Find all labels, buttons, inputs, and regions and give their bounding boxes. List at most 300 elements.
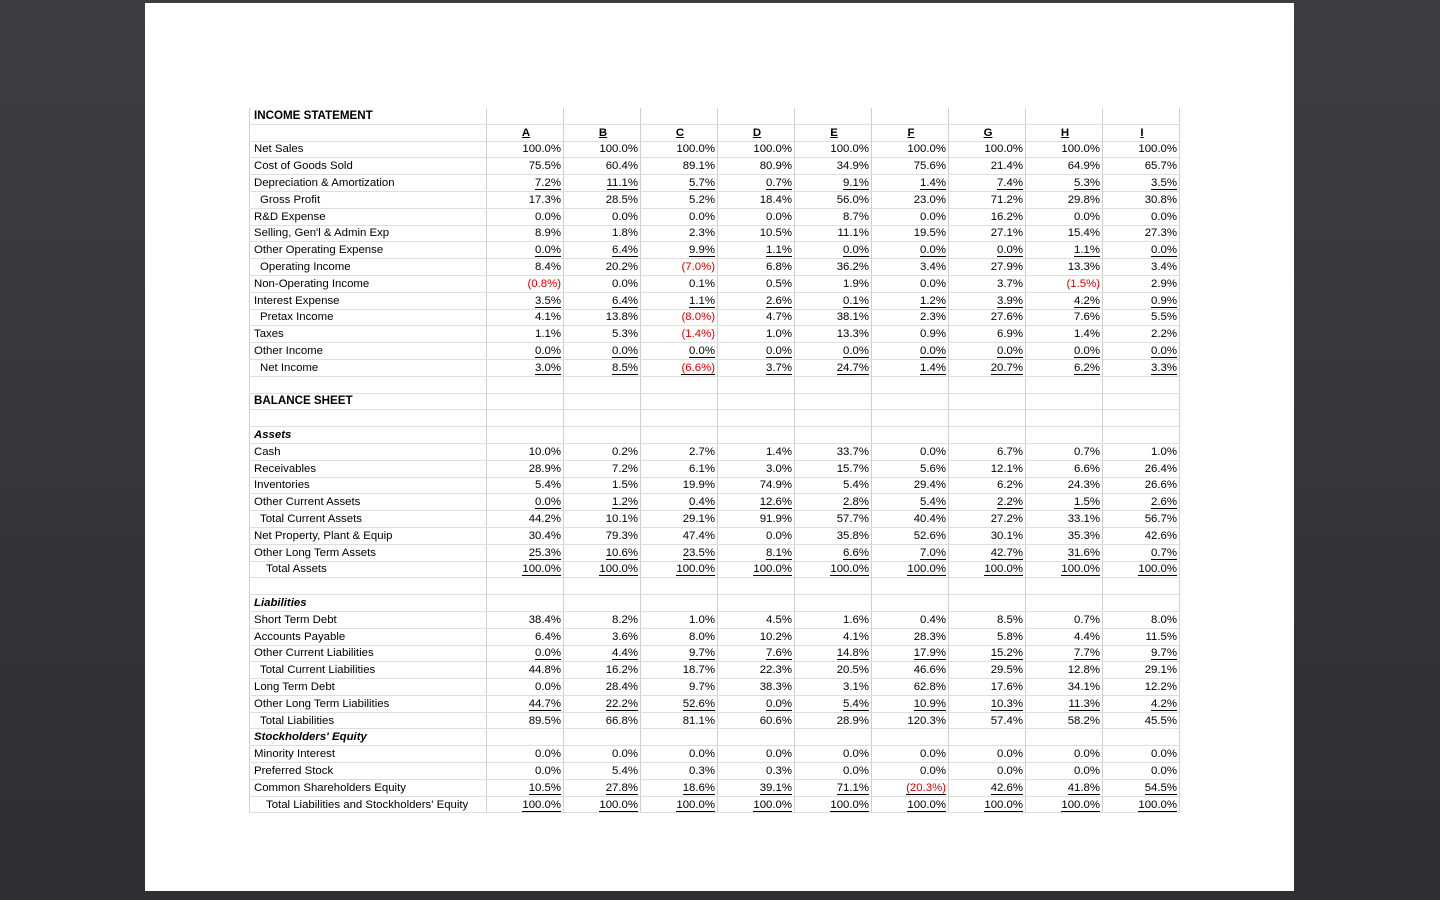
value-cell (487, 527, 564, 544)
empty-cell (1103, 393, 1180, 410)
empty-cell (872, 729, 949, 746)
spacer-cell (718, 376, 795, 393)
value-cell (949, 242, 1026, 259)
column-header-d (718, 124, 795, 141)
value-cell (487, 662, 564, 679)
spacer-cell (250, 410, 487, 427)
empty-cell (641, 393, 718, 410)
value-cell (487, 511, 564, 528)
value: 0.0% (689, 748, 715, 761)
value-cell (1103, 544, 1180, 561)
value-cell (718, 292, 795, 309)
value: 25.3% (528, 546, 561, 559)
value: 14.8% (836, 647, 869, 660)
value-cell (487, 191, 564, 208)
value-cell (949, 561, 1026, 578)
value: 6.1% (689, 462, 715, 475)
value: 7.0% (920, 546, 946, 559)
empty-cell (564, 729, 641, 746)
value-cell (718, 225, 795, 242)
value-cell (487, 763, 564, 780)
spacer-cell (1026, 410, 1103, 427)
value-cell (641, 527, 718, 544)
value: 5.2% (689, 193, 715, 206)
value-cell (641, 225, 718, 242)
value: 45.5% (1144, 714, 1177, 727)
value: 2.2% (1151, 328, 1177, 341)
value-cell (564, 561, 641, 578)
value: 28.9% (528, 462, 561, 475)
value-cell (564, 511, 641, 528)
spacer-cell (1026, 376, 1103, 393)
value-cell (1026, 158, 1103, 175)
empty-cell (487, 427, 564, 444)
row-depreciation-amortization (250, 175, 1180, 192)
value: 44.2% (528, 513, 561, 526)
empty-cell (1026, 108, 1103, 124)
value-cell (487, 477, 564, 494)
value: 18.4% (759, 193, 792, 206)
value-cell (1026, 527, 1103, 544)
value-cell (564, 158, 641, 175)
value-cell (641, 628, 718, 645)
row-non-operating-income (250, 275, 1180, 292)
value-cell (872, 695, 949, 712)
value-cell (641, 779, 718, 796)
value: 30.8% (1144, 193, 1177, 206)
value: 2.6% (766, 294, 792, 307)
value: 26.4% (1144, 462, 1177, 475)
value: 0.7% (1074, 613, 1100, 626)
value-cell (641, 763, 718, 780)
value: 5.3% (1074, 177, 1100, 190)
value-cell (949, 712, 1026, 729)
value-cell (1103, 191, 1180, 208)
column-header-e (795, 124, 872, 141)
value: 100.0% (907, 563, 946, 577)
value-cell (872, 191, 949, 208)
value: 40.4% (913, 513, 946, 526)
value: 5.4% (612, 764, 638, 777)
value: 10.1% (605, 513, 638, 526)
value: 21.4% (990, 160, 1023, 173)
value: 91.9% (759, 513, 792, 526)
value: 0.0% (612, 210, 638, 223)
value: 16.2% (605, 664, 638, 677)
row-label: Total Assets (250, 561, 487, 578)
value-cell (641, 494, 718, 511)
value: 0.3% (689, 764, 715, 777)
value: 0.0% (920, 764, 946, 777)
value-cell (949, 343, 1026, 360)
empty-cell (795, 427, 872, 444)
row-label: Other Operating Expense (250, 242, 487, 259)
empty-cell (1103, 108, 1180, 124)
value: 4.2% (1074, 294, 1100, 307)
value: 8.9% (535, 227, 561, 240)
row-long-term-debt (250, 679, 1180, 696)
value: 1.0% (689, 613, 715, 626)
column-header-label: F (907, 126, 915, 139)
spacer-cell (949, 578, 1026, 595)
value-cell (641, 158, 718, 175)
value: 81.1% (682, 714, 715, 727)
value-cell (1026, 359, 1103, 376)
row-label: Depreciation & Amortization (250, 175, 487, 192)
value-cell (641, 679, 718, 696)
value: (0.8%) (527, 277, 561, 290)
value: 10.9% (913, 697, 946, 710)
value: 4.5% (766, 613, 792, 626)
value-cell (564, 292, 641, 309)
value: 64.9% (1067, 160, 1100, 173)
value: 0.0% (535, 496, 561, 509)
value: 28.5% (605, 193, 638, 206)
value-cell (795, 326, 872, 343)
column-header-f (872, 124, 949, 141)
assets-heading-label: Assets (250, 427, 487, 444)
value: 3.9% (997, 294, 1023, 307)
value-cell (949, 359, 1026, 376)
column-header-label: H (1060, 126, 1070, 139)
value-cell (1026, 242, 1103, 259)
empty-cell (718, 108, 795, 124)
value: 0.0% (1074, 748, 1100, 761)
value-cell (564, 242, 641, 259)
row-label: Net Sales (250, 141, 487, 158)
value: 100.0% (1138, 143, 1177, 156)
value-cell (487, 343, 564, 360)
value: 0.0% (920, 748, 946, 761)
value-cell (564, 191, 641, 208)
row-preferred-stock (250, 763, 1180, 780)
value: 79.3% (605, 529, 638, 542)
document-page (145, 3, 1294, 891)
value-cell (872, 225, 949, 242)
value-cell (1026, 460, 1103, 477)
value-cell (949, 746, 1026, 763)
row-operating-income (250, 259, 1180, 276)
value: 11.5% (1145, 630, 1177, 643)
value-cell (795, 494, 872, 511)
value-cell (718, 477, 795, 494)
value: 52.6% (682, 697, 715, 710)
value-cell (1026, 662, 1103, 679)
value-cell (564, 309, 641, 326)
value-cell (641, 141, 718, 158)
empty-cell (564, 393, 641, 410)
value: 75.5% (528, 160, 561, 173)
value: 2.3% (689, 227, 715, 240)
value: 0.0% (843, 244, 869, 257)
value: 6.2% (997, 479, 1023, 492)
value-cell (872, 544, 949, 561)
value-cell (1026, 712, 1103, 729)
value-cell (487, 796, 564, 813)
value: 100.0% (522, 143, 561, 156)
value-cell (872, 796, 949, 813)
value: 24.7% (837, 362, 869, 376)
row-accounts-payable (250, 628, 1180, 645)
value: 1.4% (1074, 328, 1100, 341)
spacer-row (250, 578, 1180, 595)
value-cell (1026, 779, 1103, 796)
column-header-i (1103, 124, 1180, 141)
value-cell (795, 779, 872, 796)
value-cell (949, 443, 1026, 460)
value: 74.9% (759, 479, 792, 492)
value: 4.4% (1074, 630, 1100, 643)
empty-cell (487, 595, 564, 612)
value-cell (795, 628, 872, 645)
value: 31.6% (1067, 546, 1100, 559)
value: 3.4% (920, 261, 946, 274)
empty-cell (872, 427, 949, 444)
value: 42.7% (990, 546, 1023, 559)
value-cell (641, 645, 718, 662)
row-total-liabilities-and-stockholders-equity (250, 796, 1180, 813)
value: 100.0% (599, 563, 638, 577)
row-r-d-expense (250, 208, 1180, 225)
value: 29.4% (913, 479, 946, 492)
value-cell (1103, 309, 1180, 326)
value-cell (564, 544, 641, 561)
row-short-term-debt (250, 611, 1180, 628)
value-cell (641, 242, 718, 259)
value-cell (718, 511, 795, 528)
value-cell (487, 359, 564, 376)
value: 13.8% (605, 311, 638, 324)
value-cell (795, 259, 872, 276)
value: 8.7% (843, 210, 869, 223)
value-cell (949, 695, 1026, 712)
spacer-cell (487, 578, 564, 595)
empty-cell (872, 108, 949, 124)
spacer-cell (487, 410, 564, 427)
value: 3.5% (1151, 177, 1177, 190)
value: 28.9% (836, 714, 869, 727)
value: 60.4% (605, 160, 638, 173)
value: 60.6% (759, 714, 792, 727)
value: 30.4% (528, 529, 561, 542)
row-inventories (250, 477, 1180, 494)
spacer-cell (718, 410, 795, 427)
value-cell (564, 443, 641, 460)
value-cell (795, 292, 872, 309)
row-label: Other Income (250, 343, 487, 360)
value: 18.6% (682, 781, 715, 794)
value-cell (1103, 695, 1180, 712)
value-cell (795, 460, 872, 477)
spacer-cell (641, 410, 718, 427)
value-cell (949, 645, 1026, 662)
value: 0.0% (997, 244, 1023, 257)
value: 4.7% (766, 311, 792, 324)
value: 0.0% (535, 764, 561, 777)
empty-cell (564, 108, 641, 124)
value-cell (564, 662, 641, 679)
value-cell (872, 679, 949, 696)
value-cell (564, 779, 641, 796)
value: 0.2% (612, 445, 638, 458)
value: 100.0% (1061, 563, 1100, 577)
row-common-shareholders-equity (250, 779, 1180, 796)
value-cell (718, 628, 795, 645)
value-cell (487, 158, 564, 175)
value: 100.0% (1138, 563, 1177, 577)
value: 5.5% (1151, 311, 1177, 324)
value: (8.0%) (681, 311, 715, 324)
value: 100.0% (599, 143, 638, 156)
value: 23.5% (682, 546, 715, 559)
value: 100.0% (753, 143, 792, 156)
value-cell (641, 544, 718, 561)
value-cell (641, 343, 718, 360)
empty-cell (718, 729, 795, 746)
value: 0.0% (612, 277, 638, 290)
value: 1.0% (1151, 445, 1177, 458)
value: 0.7% (1074, 445, 1100, 458)
value-cell (872, 175, 949, 192)
value: 6.2% (1074, 362, 1100, 376)
value-cell (1026, 679, 1103, 696)
value: 8.1% (766, 546, 792, 559)
balance-sheet-title-label: BALANCE SHEET (250, 393, 487, 410)
value-cell (487, 275, 564, 292)
value: 1.2% (920, 294, 946, 307)
value: 3.0% (535, 362, 561, 376)
value-cell (564, 343, 641, 360)
row-label: Common Shareholders Equity (250, 779, 487, 796)
value-cell (872, 242, 949, 259)
value: 0.0% (1074, 764, 1100, 777)
row-other-operating-expense (250, 242, 1180, 259)
value-cell (641, 511, 718, 528)
value: 20.5% (836, 664, 869, 677)
value-cell (1026, 561, 1103, 578)
value-cell (795, 645, 872, 662)
value-cell (718, 460, 795, 477)
income-statement-title-label: INCOME STATEMENT (250, 108, 487, 124)
value-cell (564, 645, 641, 662)
value: 6.9% (997, 328, 1023, 341)
value-cell (487, 628, 564, 645)
value-cell (1026, 796, 1103, 813)
empty-cell (795, 595, 872, 612)
value: 0.0% (766, 697, 792, 710)
value-cell (641, 292, 718, 309)
value-cell (1103, 343, 1180, 360)
row-label: Total Current Liabilities (250, 662, 487, 679)
value-cell (1026, 208, 1103, 225)
value: 0.0% (920, 210, 946, 223)
value-cell (795, 359, 872, 376)
column-header-label: I (1140, 126, 1144, 139)
value: 1.4% (766, 445, 792, 458)
value-cell (872, 443, 949, 460)
value-cell (949, 527, 1026, 544)
value-cell (718, 645, 795, 662)
value-cell (795, 511, 872, 528)
value-cell (795, 477, 872, 494)
value-cell (641, 746, 718, 763)
row-label: Long Term Debt (250, 679, 487, 696)
value: 0.0% (1151, 764, 1177, 777)
value: 11.3% (1068, 697, 1100, 710)
value: 0.0% (535, 244, 561, 257)
value-cell (564, 796, 641, 813)
equity-heading-label: Stockholders' Equity (250, 729, 487, 746)
value: (1.4%) (681, 328, 715, 341)
row-total-current-liabilities (250, 662, 1180, 679)
value-cell (487, 326, 564, 343)
value: (6.6%) (681, 362, 715, 376)
value: 0.0% (1151, 345, 1177, 358)
value: 1.9% (843, 277, 869, 290)
value: 29.5% (990, 664, 1023, 677)
value-cell (1103, 275, 1180, 292)
empty-cell (949, 108, 1026, 124)
row-other-current-assets (250, 494, 1180, 511)
spacer-cell (872, 376, 949, 393)
spacer-cell (641, 376, 718, 393)
value-cell (564, 141, 641, 158)
value-cell (718, 208, 795, 225)
value-cell (641, 275, 718, 292)
value-cell (872, 494, 949, 511)
column-header-h (1026, 124, 1103, 141)
value: 1.0% (766, 328, 792, 341)
value: 1.1% (535, 328, 561, 341)
empty-cell (795, 108, 872, 124)
value-cell (1026, 695, 1103, 712)
value-cell (872, 292, 949, 309)
column-header-c (641, 124, 718, 141)
value-cell (1026, 225, 1103, 242)
value-cell (1103, 746, 1180, 763)
value: 13.3% (1067, 261, 1100, 274)
value-cell (949, 259, 1026, 276)
empty-cell (949, 427, 1026, 444)
value-cell (1103, 443, 1180, 460)
value-cell (1026, 494, 1103, 511)
value-cell (1026, 477, 1103, 494)
value-cell (949, 544, 1026, 561)
value-cell (795, 309, 872, 326)
spacer-cell (564, 578, 641, 595)
value: 29.8% (1067, 193, 1100, 206)
column-header-label: D (752, 126, 762, 139)
value-cell (1103, 796, 1180, 813)
value: 27.9% (990, 261, 1023, 274)
value: 28.4% (605, 680, 638, 693)
value-cell (795, 275, 872, 292)
value: 5.4% (843, 479, 869, 492)
value-cell (718, 611, 795, 628)
empty-cell (487, 108, 564, 124)
value-cell (949, 477, 1026, 494)
liabilities-heading (250, 595, 1180, 612)
value-cell (718, 544, 795, 561)
value-cell (641, 796, 718, 813)
row-label: Total Liabilities and Stockholders' Equity (250, 796, 487, 813)
row-label: Other Long Term Liabilities (250, 695, 487, 712)
value: 0.0% (1151, 244, 1177, 257)
row-label: Net Property, Plant & Equip (250, 527, 487, 544)
value-cell (872, 343, 949, 360)
value: 0.0% (535, 647, 561, 660)
spacer-cell (795, 376, 872, 393)
